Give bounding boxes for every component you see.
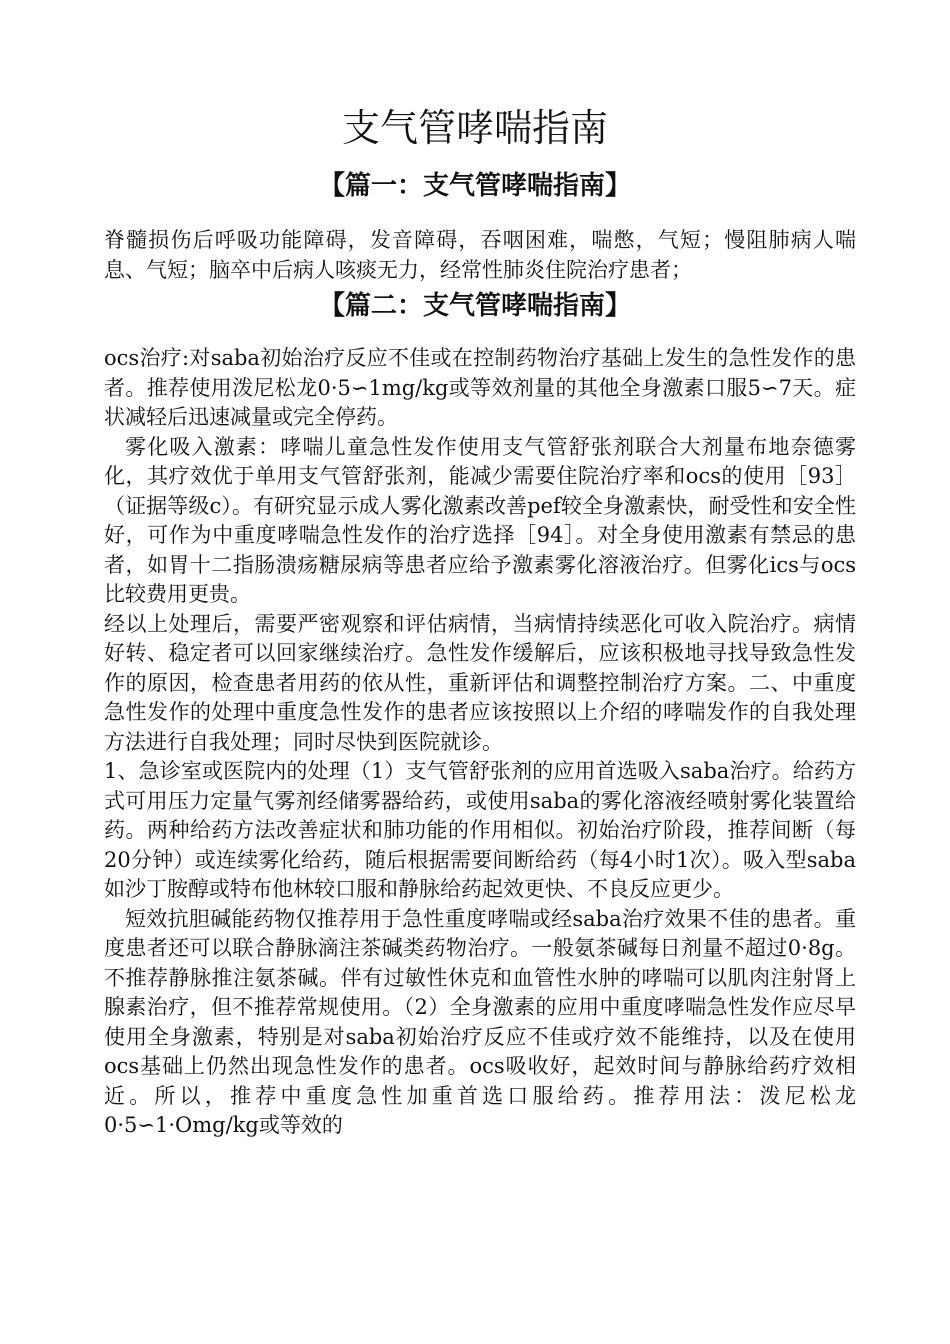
paragraph-observation: 经以上处理后，需要严密观察和评估病情，当病情持续恶化可收入院治疗。病情好转、稳定者可以回家继续治疗。急性发作缓解后，应该积极地寻找导致急性发作的原因，检查患者用药的依从性，重新评估和调整控制治疗方案。二、中重度急性发作的处理中重度急性发作的患者应该按照以上介绍的哮喘发作的自我处理方法进行自我处理；同时尽快到医院就诊。 bbox=[104, 611, 856, 754]
section1-text: 脊髓损伤后呼吸功能障碍，发音障碍，吞咽困难，喘憋，气短；慢阻肺病人喘息、气短；脑卒中后病人咳痰无力，经常性肺炎住院治疗患者； bbox=[104, 228, 856, 282]
paragraph-ocs-treatment: ocs治疗:对saba初始治疗反应不佳或在控制药物治疗基础上发生的急性发作的患者。推荐使用泼尼松龙0·5∽1mg/kg或等效剂量的其他全身激素口服5∽7天。症状减轻后迅速减量或完全停药。 bbox=[104, 346, 856, 429]
section-heading-2: 【篇二：支气管哮喘指南】 bbox=[318, 291, 631, 321]
paragraph-nebulized-steroids: 雾化吸入激素：哮喘儿童急性发作使用支气管舒张剂联合大剂量布地奈德雾化，其疗效优于单用支气管舒张剂，能减少需要住院治疗率和ocs的使用［93］（证据等级c）。有研究显示成人雾化激素改善pef较全身激素快，耐受性和安全性好，可作为中重度哮喘急性发作的治疗选择［94］。对全身使用激素有禁忌的患者，如胃十二指肠溃疡糖尿病等患者应给予激素雾化溶液治疗。但雾化ics与ocs比较费用更贵。 bbox=[104, 434, 856, 606]
paragraph-anticholinergics: 短效抗胆碱能药物仅推荐用于急性重度哮喘或经saba治疗效果不佳的患者。重度患者还可以联合静脉滴注茶碱类药物治疗。一般氨茶碱每日剂量不超过0·8g。不推荐静脉推注氨茶碱。伴有过敏性休克和血管性水肿的哮喘可以肌肉注射肾上腺素治疗，但不推荐常规使用。（2）全身激素的应用中重度哮喘急性发作应尽早使用全身激素，特别是对saba初始治疗反应不佳或疗效不能维持，以及在使用ocs基础上仍然出现急性发作的患者。ocs吸收好，起效时间与静脉给药疗效相近。所以，推荐中重度急性加重首选口服给药。推荐用法：泼尼松龙0·5∽1·Omg/kg或等效的 bbox=[104, 906, 856, 1137]
section-heading-1: 【篇一：支气管哮喘指南】 bbox=[318, 171, 631, 201]
document-title: 支气管哮喘指南 bbox=[341, 106, 608, 150]
paragraph-emergency-treatment: 1、急诊室或医院内的处理（1）支气管舒张剂的应用首选吸入saba治疗。给药方式可用压力定量气雾剂经储雾器给药，或使用saba的雾化溶液经喷射雾化装置给药。两种给药方法改善症状和肺功能的作用相似。初始治疗阶段，推荐间断（每20分钟）或连续雾化给药，随后根据需要间断给药（每4小时1次）。吸入型saba如沙丁胺醇或特布他林较口服和静脉给药起效更快、不良反应更少。 bbox=[104, 759, 856, 901]
section2-body bbox=[104, 344, 856, 1141]
